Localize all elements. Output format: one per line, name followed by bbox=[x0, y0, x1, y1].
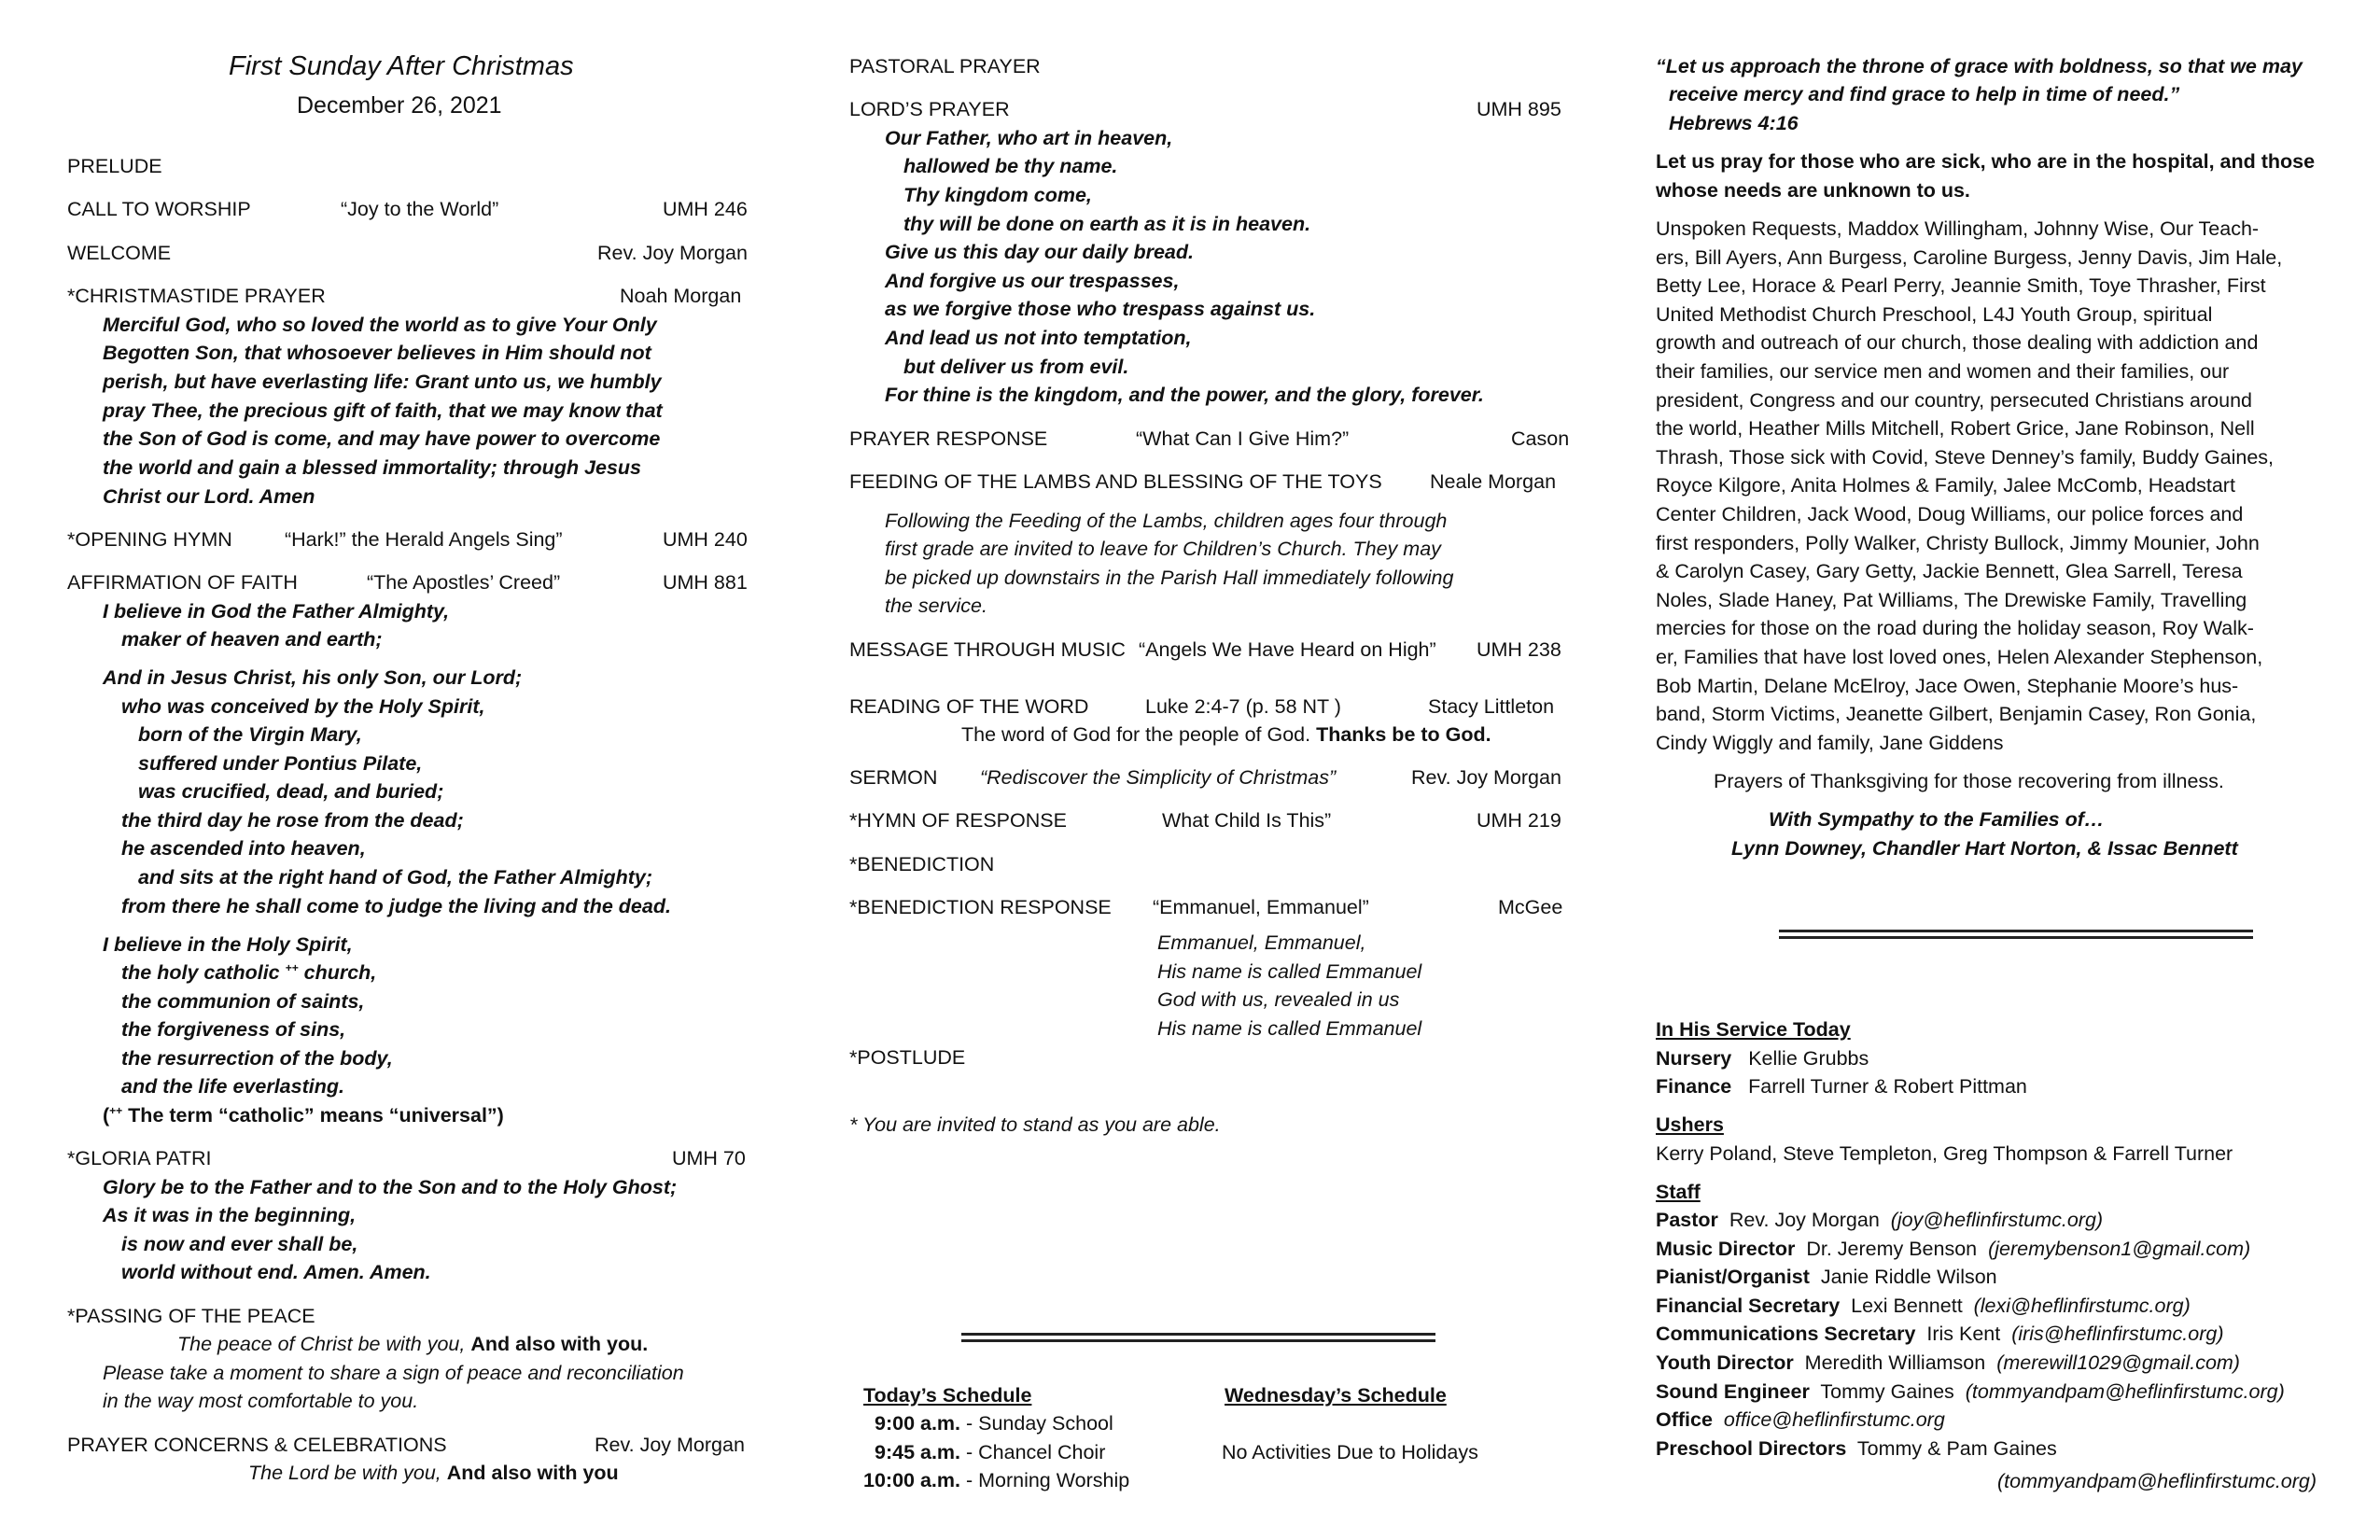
creed-line: maker of heaven and earth; bbox=[121, 628, 383, 651]
bulletin-date: December 26, 2021 bbox=[297, 92, 502, 119]
affirmation-label: AFFIRMATION OF FAITH bbox=[67, 571, 298, 594]
emmanuel-line: Emmanuel, Emmanuel, bbox=[1157, 931, 1366, 954]
feeding-lambs-leader: Neale Morgan bbox=[1430, 470, 1557, 493]
reading-reader: Stacy Littleton bbox=[1428, 695, 1555, 718]
creed-text: the holy catholic bbox=[121, 961, 280, 984]
lords-prayer-line: For thine is the kingdom, and the power, and the glory, forever. bbox=[885, 384, 1484, 406]
request-line: Betty Lee, Horace & Pearl Perry, Jeannie Smith, Toye Thrasher, First bbox=[1656, 274, 2266, 297]
staff-role: Preschool Directors bbox=[1656, 1437, 1847, 1460]
benediction-response-title: “Emmanuel, Emmanuel” bbox=[1153, 896, 1369, 918]
feeding-note: the service. bbox=[885, 595, 987, 617]
request-line: band, Storm Victims, Jeanette Gilbert, Benjamin Casey, Ron Gonia, bbox=[1656, 703, 2257, 725]
staff-role: Pastor bbox=[1656, 1209, 1718, 1231]
divider-rule bbox=[961, 1333, 1435, 1342]
request-line: Cindy Wiggly and family, Jane Giddens bbox=[1656, 732, 2004, 754]
benediction-response-composer: McGee bbox=[1498, 896, 1563, 918]
schedule-time: 10:00 a.m. bbox=[863, 1469, 960, 1491]
hymn-response-title: What Child Is This” bbox=[1162, 809, 1332, 832]
benediction-label: *BENEDICTION bbox=[849, 853, 995, 875]
schedule-event: - Chancel Choir bbox=[960, 1441, 1106, 1463]
reading-label: READING OF THE WORD bbox=[849, 695, 1089, 718]
gloria-line: world without end. Amen. Amen. bbox=[121, 1261, 431, 1283]
today-schedule-heading: Today’s Schedule bbox=[863, 1384, 1032, 1407]
lords-prayer-line: as we forgive those who trespass against us. bbox=[885, 298, 1316, 320]
staff-name: Janie Riddle Wilson bbox=[1820, 1266, 1997, 1288]
schedule-time: 9:00 a.m. bbox=[875, 1412, 961, 1435]
lords-prayer-line: And lead us not into temptation, bbox=[885, 327, 1192, 349]
scripture-quote: receive mercy and find grace to help in time of need.” bbox=[1669, 83, 2180, 105]
creed-line: I believe in God the Father Almighty, bbox=[103, 600, 450, 623]
staff-row bbox=[1656, 1378, 2285, 1406]
emmanuel-line: God with us, revealed in us bbox=[1157, 988, 1400, 1011]
request-line: president, Congress and our country, persecuted Christians around bbox=[1656, 389, 2252, 412]
staff-email: (tommyandpam@heflinfirstumc.org) bbox=[1965, 1380, 2285, 1403]
request-line: mercies for those on the road during the holiday season, Roy Walk- bbox=[1656, 617, 2254, 639]
christmastide-prayer-line: the Son of God is come, and may have power to overcome bbox=[103, 427, 661, 450]
prayer-response-label: PRAYER RESPONSE bbox=[849, 427, 1048, 450]
staff-name: Tommy & Pam Gaines bbox=[1856, 1437, 2057, 1460]
staff-name: Lexi Bennett bbox=[1851, 1295, 1963, 1317]
staff-role: Financial Secretary bbox=[1656, 1295, 1841, 1317]
staff-email: (joy@heflinfirstumc.org) bbox=[1890, 1209, 2104, 1231]
staff-row bbox=[1656, 1320, 2224, 1348]
nursery-label: Nursery bbox=[1656, 1047, 1732, 1070]
prayer-concerns-leader: Rev. Joy Morgan bbox=[595, 1434, 745, 1456]
christmastide-prayer-line: Begotten Son, that whosoever believes in Him should not bbox=[103, 342, 651, 364]
schedule-event: - Sunday School bbox=[960, 1412, 1113, 1435]
gloria-patri-number: UMH 70 bbox=[672, 1147, 746, 1169]
welcome-leader: Rev. Joy Morgan bbox=[597, 242, 748, 264]
peace-response bbox=[177, 1330, 648, 1358]
sermon-label: SERMON bbox=[849, 766, 938, 789]
creed-line: the third day he rose from the dead; bbox=[121, 809, 464, 832]
scripture-reference: Hebrews 4:16 bbox=[1669, 112, 1799, 134]
lords-prayer-line: Our Father, who art in heaven, bbox=[885, 127, 1173, 149]
creed-line: and sits at the right hand of God, the Father Almighty; bbox=[138, 866, 653, 889]
request-line: Noles, Slade Haney, Pat Williams, The Drewiske Family, Travelling bbox=[1656, 589, 2247, 611]
creed-line: was crucified, dead, and buried; bbox=[138, 780, 444, 803]
affirmation-title: “The Apostles’ Creed” bbox=[367, 571, 561, 594]
christmastide-prayer-line: Christ our Lord. Amen bbox=[103, 485, 315, 508]
emmanuel-line: His name is called Emmanuel bbox=[1157, 960, 1422, 983]
christmastide-prayer-line: perish, but have everlasting life: Grant unto us, we humbly bbox=[103, 371, 662, 393]
postlude-label: *POSTLUDE bbox=[849, 1046, 966, 1069]
feeding-note: first grade are invited to leave for Children’s Church. They may bbox=[885, 538, 1441, 560]
staff-role: Communications Secretary bbox=[1656, 1323, 1916, 1345]
christmastide-prayer-line: Merciful God, who so loved the world as to give Your Only bbox=[103, 314, 657, 336]
staff-email: (lexi@heflinfirstumc.org) bbox=[1973, 1295, 2191, 1317]
prayer-response-title: “What Can I Give Him?” bbox=[1136, 427, 1350, 450]
schedule-item bbox=[863, 1466, 1129, 1494]
creed-line: the forgiveness of sins, bbox=[121, 1018, 346, 1041]
call-to-worship-hymn: UMH 246 bbox=[663, 198, 748, 220]
request-line: Royce Kilgore, Anita Holmes & Family, Jalee McComb, Headstart bbox=[1656, 474, 2235, 497]
feeding-note: be picked up downstairs in the Parish Hall immediately following bbox=[885, 567, 1454, 589]
scripture-quote: “Let us approach the throne of grace with boldness, so that we may bbox=[1656, 55, 2303, 77]
prayer-response-composer: Cason bbox=[1511, 427, 1570, 450]
reading-call: The word of God for the people of God. bbox=[961, 723, 1317, 746]
christmastide-prayer-label: *CHRISTMASTIDE PRAYER bbox=[67, 285, 326, 307]
preschool-email: (tommyandpam@heflinfirstumc.org) bbox=[1997, 1470, 2317, 1492]
staff-name: Meredith Williamson bbox=[1804, 1351, 1986, 1374]
creed-line: he ascended into heaven, bbox=[121, 837, 366, 860]
lords-prayer-line: thy will be done on earth as it is in heaven. bbox=[903, 213, 1311, 235]
reading-scripture: Luke 2:4-7 (p. 58 NT ) bbox=[1145, 695, 1341, 718]
prayer-concerns-label: PRAYER CONCERNS & CELEBRATIONS bbox=[67, 1434, 447, 1456]
reading-reply: Thanks be to God. bbox=[1316, 723, 1491, 746]
staff-name: Tommy Gaines bbox=[1820, 1380, 1954, 1403]
request-line: first responders, Polly Walker, Christy Bullock, Jimmy Mounier, John bbox=[1656, 532, 2260, 554]
stand-note: * You are invited to stand as you are able. bbox=[849, 1113, 1221, 1136]
staff-row bbox=[1656, 1235, 2250, 1263]
schedule-event: - Morning Worship bbox=[959, 1469, 1130, 1491]
christmastide-prayer-line: pray Thee, the precious gift of faith, that we may know that bbox=[103, 399, 663, 422]
message-music-number: UMH 238 bbox=[1477, 638, 1561, 661]
creed-line: the communion of saints, bbox=[121, 990, 365, 1013]
staff-row bbox=[1656, 1435, 2057, 1463]
creed-line: and the life everlasting. bbox=[121, 1075, 344, 1098]
nursery-value: Kellie Grubbs bbox=[1748, 1047, 1869, 1070]
schedule-item bbox=[875, 1438, 1105, 1466]
emmanuel-line: His name is called Emmanuel bbox=[1157, 1017, 1422, 1040]
footnote-text: The term “catholic” means “universal”) bbox=[128, 1104, 504, 1127]
gloria-line: is now and ever shall be, bbox=[121, 1233, 358, 1255]
concerns-response bbox=[248, 1459, 619, 1487]
staff-row bbox=[1656, 1292, 2191, 1320]
creed-line: born of the Virgin Mary, bbox=[138, 723, 362, 746]
staff-role: Pianist/Organist bbox=[1656, 1266, 1810, 1288]
request-line: their families, our service men and women and their families, our bbox=[1656, 360, 2230, 383]
staff-role: Youth Director bbox=[1656, 1351, 1794, 1374]
catholic-footnote: (++ The term “catholic” means “universal”) bbox=[103, 1103, 504, 1127]
feeding-note: Following the Feeding of the Lambs, children ages four through bbox=[885, 510, 1448, 532]
reading-response bbox=[961, 721, 1491, 749]
staff-role: Music Director bbox=[1656, 1238, 1796, 1260]
call-to-worship-title: “Joy to the World” bbox=[341, 198, 499, 220]
gloria-patri-label: *GLORIA PATRI bbox=[67, 1147, 212, 1169]
opening-hymn-title: “Hark!” the Herald Angels Sing” bbox=[285, 528, 563, 551]
gloria-line: Glory be to the Father and to the Son and to the Holy Ghost; bbox=[103, 1176, 678, 1198]
creed-line: And in Jesus Christ, his only Son, our Lord; bbox=[103, 666, 523, 689]
staff-row bbox=[1656, 1206, 2103, 1234]
peace-call: The peace of Christ be with you, bbox=[177, 1333, 471, 1355]
creed-line: who was conceived by the Holy Spirit, bbox=[121, 695, 485, 718]
hymn-response-number: UMH 219 bbox=[1477, 809, 1561, 832]
lords-prayer-line: And forgive us our trespasses, bbox=[885, 270, 1180, 292]
schedule-time: 9:45 a.m. bbox=[875, 1441, 961, 1463]
request-line: ers, Bill Ayers, Ann Burgess, Caroline Burgess, Jenny Davis, Jim Hale, bbox=[1656, 246, 2283, 269]
passing-peace-label: *PASSING OF THE PEACE bbox=[67, 1305, 315, 1327]
request-line: er, Families that have lost loved ones, Helen Alexander Stephenson, bbox=[1656, 646, 2263, 668]
staff-name: Iris Kent bbox=[1926, 1323, 2001, 1345]
opening-hymn-number: UMH 240 bbox=[663, 528, 748, 551]
message-music-label: MESSAGE THROUGH MUSIC bbox=[849, 638, 1126, 661]
lords-prayer-line: Give us this day our daily bread. bbox=[885, 241, 1194, 263]
thanksgiving-prayers: Prayers of Thanksgiving for those recovering from illness. bbox=[1714, 770, 2224, 792]
staff-row bbox=[1656, 1406, 1945, 1434]
request-line: Center Children, Jack Wood, Doug Williams, our police forces and bbox=[1656, 503, 2244, 525]
lords-prayer-line: Thy kingdom come, bbox=[903, 184, 1092, 206]
pastoral-prayer-label: PASTORAL PRAYER bbox=[849, 55, 1041, 77]
staff-name: Rev. Joy Morgan bbox=[1729, 1209, 1880, 1231]
request-line: United Methodist Church Preschool, L4J Youth Group, spiritual bbox=[1656, 303, 2213, 326]
creed-line: the resurrection of the body, bbox=[121, 1047, 393, 1070]
nursery-row bbox=[1656, 1044, 1869, 1072]
prayer-list-heading: whose needs are unknown to us. bbox=[1656, 179, 1970, 202]
request-line: Unspoken Requests, Maddox Willingham, Johnny Wise, Our Teach- bbox=[1656, 217, 2260, 240]
hymn-response-label: *HYMN OF RESPONSE bbox=[849, 809, 1067, 832]
footnote-mark: ++ bbox=[285, 960, 299, 974]
staff-email: office@heflinfirstumc.org bbox=[1723, 1408, 1945, 1431]
staff-email: (iris@heflinfirstumc.org) bbox=[2011, 1323, 2224, 1345]
sympathy-heading: With Sympathy to the Families of… bbox=[1769, 808, 2105, 831]
lords-prayer-line: hallowed be thy name. bbox=[903, 155, 1118, 177]
ushers-names: Kerry Poland, Steve Templeton, Greg Thompson & Farrell Turner bbox=[1656, 1142, 2233, 1165]
request-line: growth and outreach of our church, those dealing with addiction and bbox=[1656, 331, 2259, 354]
divider-rule bbox=[1779, 930, 2253, 939]
request-line: Thrash, Those sick with Covid, Steve Denney’s family, Buddy Gaines, bbox=[1656, 446, 2275, 469]
staff-heading: Staff bbox=[1656, 1181, 1701, 1203]
sermon-title: “Rediscover the Simplicity of Christmas” bbox=[980, 766, 1337, 789]
prelude-label: PRELUDE bbox=[67, 155, 162, 177]
lords-prayer-label: LORD’S PRAYER bbox=[849, 98, 1010, 120]
prayer-list-heading: Let us pray for those who are sick, who are in the hospital, and those bbox=[1656, 150, 2316, 173]
concerns-call: The Lord be with you, bbox=[248, 1462, 447, 1484]
gloria-line: As it was in the beginning, bbox=[103, 1204, 357, 1226]
ushers-heading: Ushers bbox=[1656, 1113, 1724, 1136]
staff-email: (jeremybenson1@gmail.com) bbox=[1988, 1238, 2251, 1260]
lords-prayer-number: UMH 895 bbox=[1477, 98, 1561, 120]
message-music-title: “Angels We Have Heard on High” bbox=[1139, 638, 1436, 661]
finance-label: Finance bbox=[1656, 1075, 1732, 1098]
peace-reply: And also with you. bbox=[470, 1333, 649, 1355]
christmastide-prayer-leader: Noah Morgan bbox=[620, 285, 742, 307]
request-line: the world, Heather Mills Mitchell, Robert Grice, Jane Robinson, Nell bbox=[1656, 417, 2255, 440]
staff-row bbox=[1656, 1263, 1997, 1291]
affirmation-number: UMH 881 bbox=[663, 571, 748, 594]
sermon-preacher: Rev. Joy Morgan bbox=[1411, 766, 1561, 789]
creed-text: church, bbox=[303, 961, 377, 984]
opening-hymn-label: *OPENING HYMN bbox=[67, 528, 232, 551]
christmastide-prayer-line: the world and gain a blessed immortality; through Jesus bbox=[103, 456, 642, 479]
peace-instruction: Please take a moment to share a sign of peace and reconciliation bbox=[103, 1362, 684, 1384]
staff-role: Office bbox=[1656, 1408, 1713, 1431]
footnote-mark: ++ bbox=[109, 1103, 123, 1117]
creed-line: I believe in the Holy Spirit, bbox=[103, 933, 353, 956]
benediction-response-label: *BENEDICTION RESPONSE bbox=[849, 896, 1112, 918]
creed-line: suffered under Pontius Pilate, bbox=[138, 752, 423, 775]
staff-name: Dr. Jeremy Benson bbox=[1806, 1238, 1978, 1260]
finance-row bbox=[1656, 1072, 2027, 1100]
creed-line bbox=[121, 959, 376, 987]
schedule-item bbox=[875, 1409, 1113, 1437]
request-line: & Carolyn Casey, Gary Getty, Jackie Bennett, Glea Sarrell, Teresa bbox=[1656, 560, 2243, 582]
staff-email: (merewill1029@gmail.com) bbox=[1996, 1351, 2240, 1374]
call-to-worship-label: CALL TO WORSHIP bbox=[67, 198, 251, 220]
concerns-reply: And also with you bbox=[446, 1462, 619, 1484]
staff-role: Sound Engineer bbox=[1656, 1380, 1810, 1403]
service-heading: In His Service Today bbox=[1656, 1018, 1851, 1041]
finance-value: Farrell Turner & Robert Pittman bbox=[1748, 1075, 2027, 1098]
feeding-lambs-label: FEEDING OF THE LAMBS AND BLESSING OF THE TOYS bbox=[849, 470, 1382, 493]
creed-line: from there he shall come to judge the living and the dead. bbox=[121, 895, 671, 917]
bulletin-title: First Sunday After Christmas bbox=[229, 51, 574, 81]
lords-prayer-line: but deliver us from evil. bbox=[903, 356, 1129, 378]
wednesday-schedule-text: No Activities Due to Holidays bbox=[1222, 1441, 1478, 1463]
request-line: Bob Martin, Delane McElroy, Jace Owen, Stephanie Moore’s hus- bbox=[1656, 675, 2239, 697]
wednesday-schedule-heading: Wednesday’s Schedule bbox=[1225, 1384, 1447, 1407]
staff-row bbox=[1656, 1349, 2240, 1377]
peace-instruction: in the way most comfortable to you. bbox=[103, 1390, 419, 1412]
sympathy-names: Lynn Downey, Chandler Hart Norton, & Issac Bennett bbox=[1731, 837, 2238, 860]
welcome-label: WELCOME bbox=[67, 242, 172, 264]
